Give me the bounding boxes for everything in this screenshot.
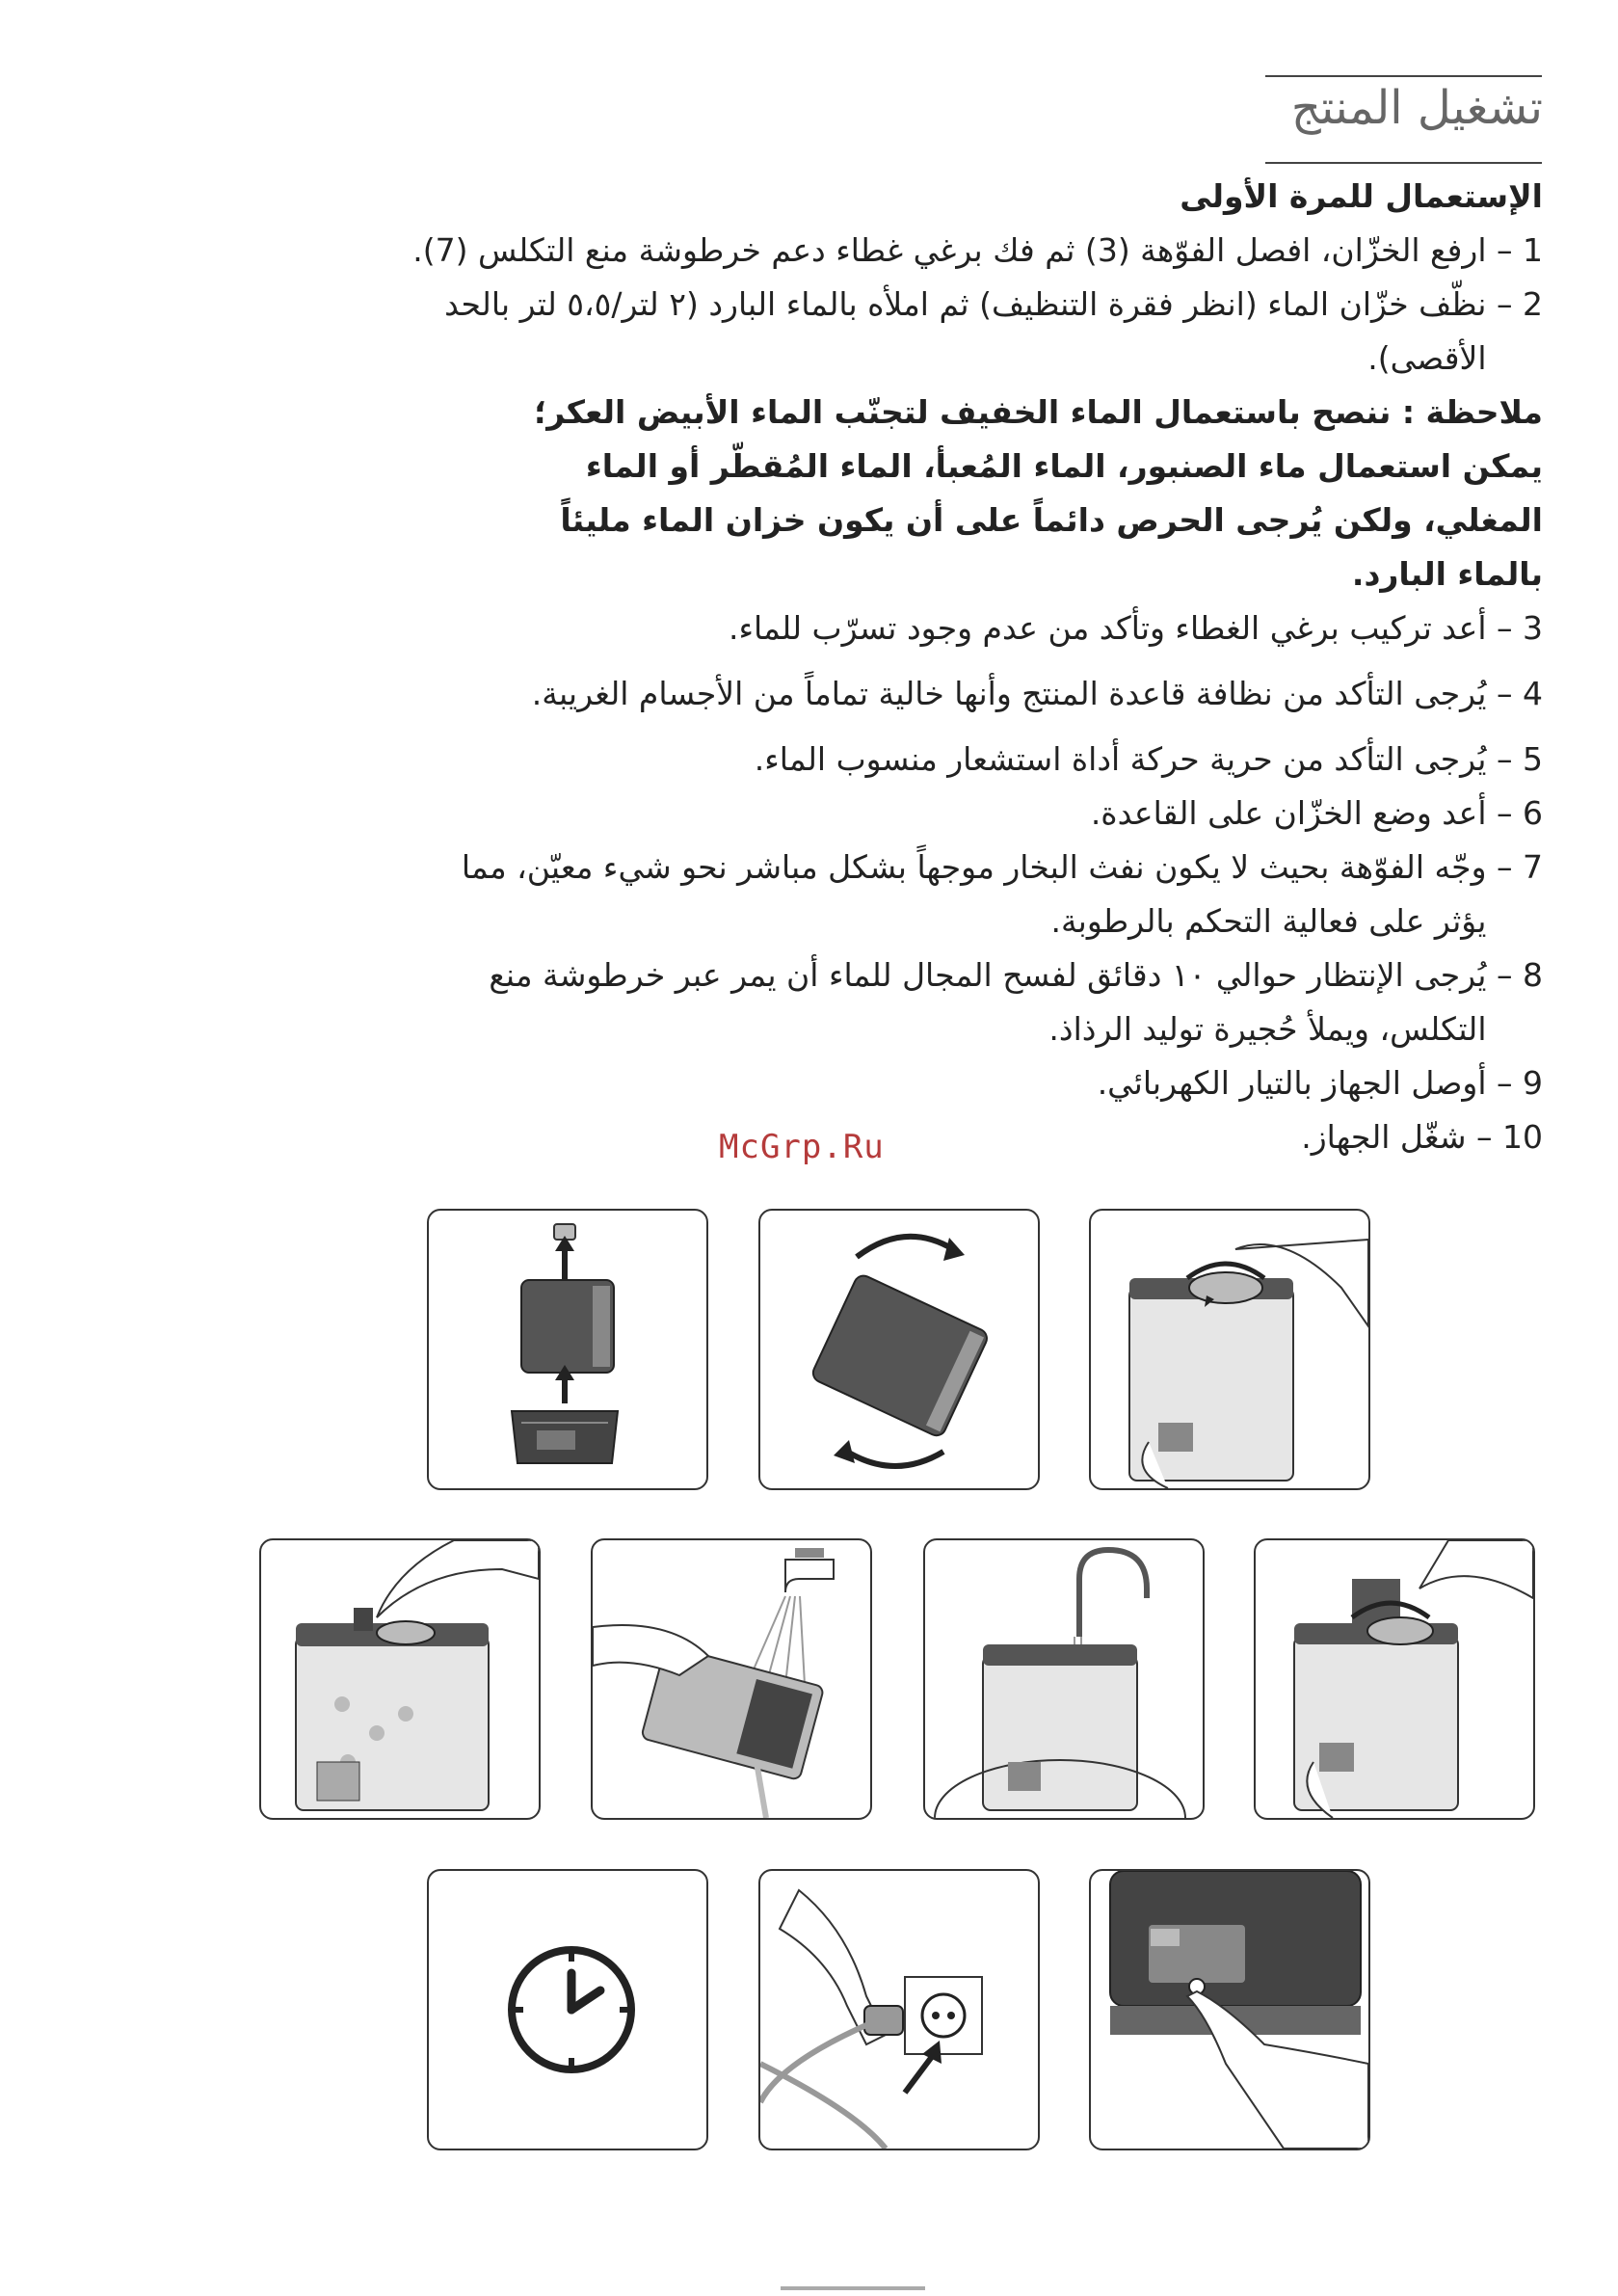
step-text: أعد تركيب برغي الغطاء وتأكد من عدم وجود تسرّب للماء. <box>728 609 1487 647</box>
step-text: يُرجى التأكد من نظافة قاعدة المنتج وأنها خالية تماماً من الأجسام الغريبة. <box>531 675 1487 712</box>
step-8 <box>406 948 1543 1056</box>
title-rule-bottom <box>1265 162 1542 164</box>
step-7 <box>406 841 1543 948</box>
step-number: 1 – <box>1497 231 1543 269</box>
page-title: تشغيل المنتج <box>1290 81 1543 135</box>
unscrew-cap-illustration <box>1089 1209 1370 1490</box>
step-text: يُرجى التأكد من حرية حركة أداة استشعار منسوب الماء. <box>754 740 1487 778</box>
step-number: 5 – <box>1497 740 1543 778</box>
note-text: ملاحظة : ننصح باستعمال الماء الخفيف لتجنّب الماء الأبيض العكر؛ يمكن استعمال ماء الصنبور، الماء المُعبأ، الماء المُقطّر أو الماء المغلي، ولكن يُرجى الحرص دائماً على أن يكون خزان الماء مليئاً بالماء البارد. <box>534 393 1543 593</box>
step-number: 10 – <box>1476 1118 1543 1156</box>
plug-socket-illustration <box>758 1869 1040 2150</box>
power-button-illustration <box>1089 1869 1370 2150</box>
step-number: 6 – <box>1497 794 1543 832</box>
section-heading: الإستعمال للمرة الأولى <box>1180 177 1543 215</box>
step-3 <box>406 601 1543 655</box>
tighten-cap-illustration <box>259 1538 541 1820</box>
insert-cap-illustration <box>923 1538 1205 1820</box>
step-2 <box>406 278 1543 386</box>
step-number: 8 – <box>1497 956 1543 994</box>
step-1 <box>406 224 1543 278</box>
step-9 <box>406 1056 1543 1110</box>
step-text: شغّل الجهاز. <box>1301 1118 1467 1156</box>
watermark: McGrp.Ru <box>719 1128 885 1166</box>
lift-tank-illustration <box>427 1209 708 1490</box>
rinse-tank-illustration <box>591 1538 872 1820</box>
step-number: 9 – <box>1497 1064 1543 1102</box>
replace-tank-illustration <box>1254 1538 1535 1820</box>
rotate-tank-illustration <box>758 1209 1040 1490</box>
clock-icon <box>427 1869 708 2150</box>
step-text: ارفع الخزّان، افصل الفوّهة (3) ثم فك برغي غطاء دعم خرطوشة منع التكلس (7). <box>412 231 1487 269</box>
footer-mark <box>781 2286 925 2296</box>
step-5 <box>406 733 1543 787</box>
step-6 <box>406 787 1543 841</box>
step-10 <box>406 1110 1543 1164</box>
step-4 <box>406 667 1543 721</box>
step-number: 7 – <box>1497 848 1543 886</box>
step-number: 2 – <box>1497 285 1543 323</box>
step-text: نظّف خزّان الماء (انظر فقرة التنظيف) ثم املأه بالماء البارد (٢ لتر/٥،٥ لتر بالحد الأقصى). <box>444 285 1487 377</box>
step-number: 4 – <box>1497 675 1543 712</box>
title-rule-top <box>1265 75 1542 77</box>
step-text: أوصل الجهاز بالتيار الكهربائي. <box>1097 1064 1487 1102</box>
step-text: أعد وضع الخزّان على القاعدة. <box>1090 794 1487 832</box>
step-text: يُرجى الإنتظار حوالي ١٠ دقائق لفسح المجال للماء أن يمر عبر خرطوشة منع التكلس، ويملأ حُجيرة توليد الرذاذ. <box>489 956 1487 1048</box>
step-number: 3 – <box>1497 609 1543 647</box>
instructions-block <box>406 170 1543 1164</box>
step-text: وجّه الفوّهة بحيث لا يكون نفث البخار موجهاً بشكل مباشر نحو شيء معيّن، مما يؤثر على فعالية التحكم بالرطوبة. <box>461 848 1487 940</box>
